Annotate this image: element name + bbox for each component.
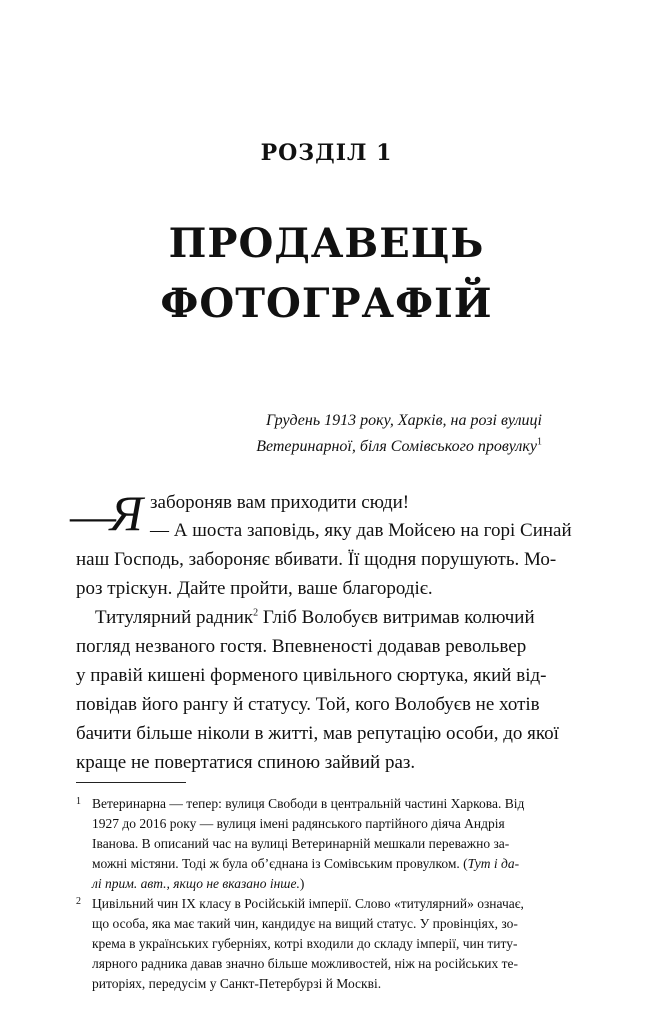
body-line-8: повідав його рангу й статусу. Той, кого Волобуєв не хотів	[76, 694, 540, 715]
body-line-5-start: Титулярний радник	[95, 607, 254, 628]
epigraph-line-2	[256, 433, 542, 460]
epigraph-line-1: Грудень 1913 року, Харків, на розі вулиці	[266, 412, 542, 429]
chapter-title-line-2: ФОТОГРАФІЙ	[160, 280, 493, 327]
body-line-7: у правій кишені форменого цивільного сюртука, який від-	[76, 665, 547, 686]
epigraph-footnote-ref: 1	[537, 436, 542, 448]
footnote-1-close: )	[299, 876, 305, 891]
body-line-10: краще не повертатися спиною зайвий раз.	[76, 752, 416, 773]
footnote-1-line-2: 1927 до 2016 року — вулиця імені радянського партійного діяча Андрія	[92, 816, 505, 831]
dropcap-letter: Я	[110, 485, 143, 541]
footnote-1-line-3: Іванова. В описаний час на вулиці Ветеринарній мешкали переважно за-	[92, 836, 510, 851]
footnote-2-line-5: риторіях, передусім у Санкт-Петербурзі й Москві.	[92, 976, 382, 991]
body-footnote-ref: 2	[253, 607, 259, 619]
footnote-1-mark: 1	[76, 796, 81, 807]
footnote-2-line-4: лярного радника давав значно більше можливостей, ніж на російських те-	[92, 956, 518, 971]
body-line-5	[95, 603, 555, 632]
footnote-1-line-4-text: можні містяни. Тоді ж була об’єднана із Сомівським провулком. (	[92, 856, 468, 871]
footnote-2-line-3: крема в українських губерніях, котрі входили до складу імперії, чин титу-	[92, 936, 518, 951]
footnote-2-line-1: Цивільний чин IX класу в Російській імперії. Слово «титулярний» означає,	[92, 896, 524, 911]
footnote-1-italic-b: лі прим. авт., якщо не вказано інше.	[92, 876, 300, 891]
chapter-label: РОЗДІЛ 1	[260, 140, 393, 166]
footnote-1-line-5	[92, 874, 555, 894]
epigraph-line-2-text: Ветеринарної, біля Сомівського провулку	[256, 438, 537, 455]
body-line-5-end: Гліб Волобуєв витримав колючий	[258, 607, 535, 628]
footnote-1-line-4	[92, 854, 555, 874]
footnote-divider	[76, 782, 186, 783]
body-line-6: погляд незваного гостя. Впевненості додавав револьвер	[76, 636, 527, 657]
body-line-9: бачити більше ніколи в житті, мав репутацію особи, до якої	[76, 723, 559, 744]
body-line-2: — А шоста заповідь, яку дав Мойсею на горі Синай	[150, 520, 572, 541]
dropcap-dash: —	[70, 490, 116, 541]
body-line-3: наш Господь, забороняє вбивати. Її щодня порушують. Мо-	[76, 549, 557, 570]
footnote-2-mark: 2	[76, 896, 81, 907]
body-line-4: роз тріскун. Дайте пройти, ваше благородіє.	[76, 578, 433, 599]
footnote-2-line-2: що особа, яка має такий чин, кандидує на вищий статус. У провінціях, зо-	[92, 916, 518, 931]
footnote-1-line-1: Ветеринарна — тепер: вулиця Свободи в центральній частині Харкова. Від	[92, 796, 525, 811]
body-line-1: забороняв вам приходити сюди!	[150, 492, 410, 513]
footnote-1-italic-a: Тут і да-	[467, 856, 520, 871]
chapter-title-line-1: ПРОДАВЕЦЬ	[168, 220, 485, 267]
